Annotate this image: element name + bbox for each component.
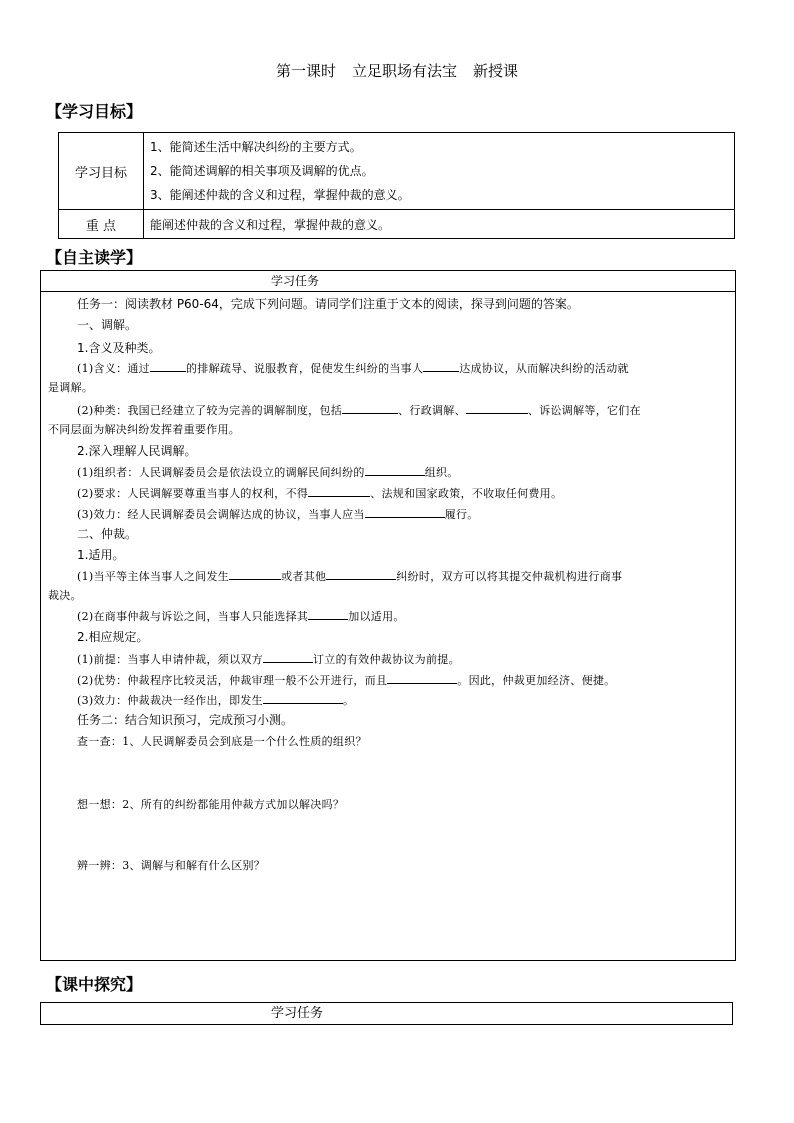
answer-blank[interactable] <box>326 568 396 580</box>
text-segment: (2)种类：我国已经建立了较为完善的调解制度，包括 <box>77 404 343 417</box>
goals-row <box>59 133 735 210</box>
section-heading-explore: 【课中探究】 <box>46 975 143 994</box>
answer-blank[interactable] <box>263 692 343 704</box>
text-segment: (3)效力：经人民调解委员会调解达成的协议，当事人应当 <box>77 508 365 521</box>
text-segment: (1)组织者：人民调解委员会是依法设立的调解民间纠纷的 <box>77 466 365 479</box>
text-segment: 订立的有效仲裁协议为前提。 <box>312 653 460 666</box>
answer-blank[interactable] <box>365 464 425 476</box>
text-segment: 、法规和国家政策，不收取任何费用。 <box>370 487 563 500</box>
answer-blank[interactable] <box>308 608 348 620</box>
text-segment: (2)优势：仲裁程序比较灵活，仲裁审理一般不公开进行，而且 <box>77 674 388 687</box>
answer-blank[interactable] <box>466 402 528 414</box>
types-line <box>77 402 641 419</box>
text-segment: 。 <box>342 694 355 707</box>
advantage-line <box>77 672 615 689</box>
self-study-header-text: 学习任务 <box>271 274 320 288</box>
key-point-label: 重 点 <box>59 210 144 239</box>
text-segment: 。因此，仲裁更加经济、便捷。 <box>457 674 616 687</box>
text-segment: 组织。 <box>424 466 459 479</box>
question-1: 查一查：1、人民调解委员会到底是一个什么性质的组织？ <box>77 735 367 748</box>
task2-line: 任务二：结合知识预习，完成预习小测。 <box>77 713 294 727</box>
text-segment: 、行政调解、 <box>398 404 466 417</box>
text-segment: 履行。 <box>444 508 479 521</box>
self-study-header <box>41 271 735 292</box>
answer-blank[interactable] <box>229 568 281 580</box>
text-segment: 或者其他 <box>281 570 327 583</box>
scope-line <box>77 568 622 585</box>
goal-item: 3、能阐述仲裁的含义和过程，掌握仲裁的意义。 <box>150 188 410 202</box>
text-segment: 、诉讼调解等，它们在 <box>527 404 641 417</box>
choice-line <box>77 608 405 625</box>
effect-line <box>77 506 479 523</box>
title-lesson: 第一课时 <box>275 62 336 80</box>
subheading-scope: 1.适用。 <box>77 548 125 562</box>
subheading-meaning: 1.含义及种类。 <box>77 341 161 355</box>
answer-blank[interactable] <box>365 506 445 518</box>
key-point-cell: 能阐述仲裁的含义和过程，掌握仲裁的意义。 <box>144 210 735 239</box>
text-segment: (1)含义：通过 <box>77 362 150 375</box>
goals-cell <box>144 133 735 210</box>
subheading-people-mediation: 2.深入理解人民调解。 <box>77 444 197 458</box>
types-line-cont: 不同层面为解决纠纷发挥着重要作用。 <box>48 423 241 436</box>
title-type: 新授课 <box>473 62 519 80</box>
goal-item: 1、能简述生活中解决纠纷的主要方式。 <box>150 140 362 154</box>
answer-blank[interactable] <box>150 360 186 372</box>
section-heading-self-study: 【自主读学】 <box>46 248 143 267</box>
goal-item: 2、能简述调解的相关事项及调解的优点。 <box>150 164 374 178</box>
text-segment: (1)前提：当事人申请仲裁，须以双方 <box>77 653 263 666</box>
text-segment: (2)在商事仲裁与诉讼之间，当事人只能选择其 <box>77 610 309 623</box>
award-effect-line <box>77 692 354 709</box>
text-segment: 加以适用。 <box>348 610 405 623</box>
requirement-line <box>77 485 562 502</box>
section-heading-goals: 【学习目标】 <box>46 102 143 121</box>
answer-blank[interactable] <box>342 402 398 414</box>
mediation-heading: 一、调解。 <box>77 318 138 332</box>
organizer-line <box>77 464 459 481</box>
objectives-table <box>58 132 735 239</box>
text-segment: 达成协议，从而解决纠纷的活动就 <box>459 362 629 375</box>
text-segment: (3)效力：仲裁裁决一经作出，即发生 <box>77 694 263 707</box>
premise-line <box>77 651 460 668</box>
goals-label: 学习目标 <box>59 133 144 210</box>
explore-box <box>40 1002 733 1025</box>
key-point-row <box>59 210 735 239</box>
page-title <box>0 60 794 81</box>
answer-blank[interactable] <box>387 672 457 684</box>
text-segment: 的排解疏导、说服教育，促使发生纠纷的当事人 <box>185 362 424 375</box>
answer-blank[interactable] <box>263 651 313 663</box>
answer-blank[interactable] <box>308 485 370 497</box>
title-topic: 立足职场有法宝 <box>351 62 457 80</box>
subheading-rules: 2.相应规定。 <box>77 630 149 644</box>
arbitration-heading: 二、仲裁。 <box>77 527 138 541</box>
question-2: 想一想：2、所有的纠纷都能用仲裁方式加以解决吗？ <box>77 798 345 811</box>
text-segment: 纠纷时，双方可以将其提交仲裁机构进行商事 <box>396 570 623 583</box>
answer-blank[interactable] <box>423 360 459 372</box>
question-3: 辨一辨：3、调解与和解有什么区别？ <box>77 859 266 872</box>
meaning-line <box>77 360 629 377</box>
text-segment: (2)要求：人民调解要尊重当事人的权利，不得 <box>77 487 309 500</box>
meaning-line-cont: 是调解。 <box>48 381 94 394</box>
scope-line-cont: 裁决。 <box>48 589 82 602</box>
text-segment: (1)当平等主体当事人之间发生 <box>77 570 230 583</box>
explore-header-text: 学习任务 <box>271 1006 324 1021</box>
task1-line: 任务一：阅读教材 P60-64，完成下列问题。请同学们注重于文本的阅读，探寻到问题的答案。 <box>77 297 579 311</box>
